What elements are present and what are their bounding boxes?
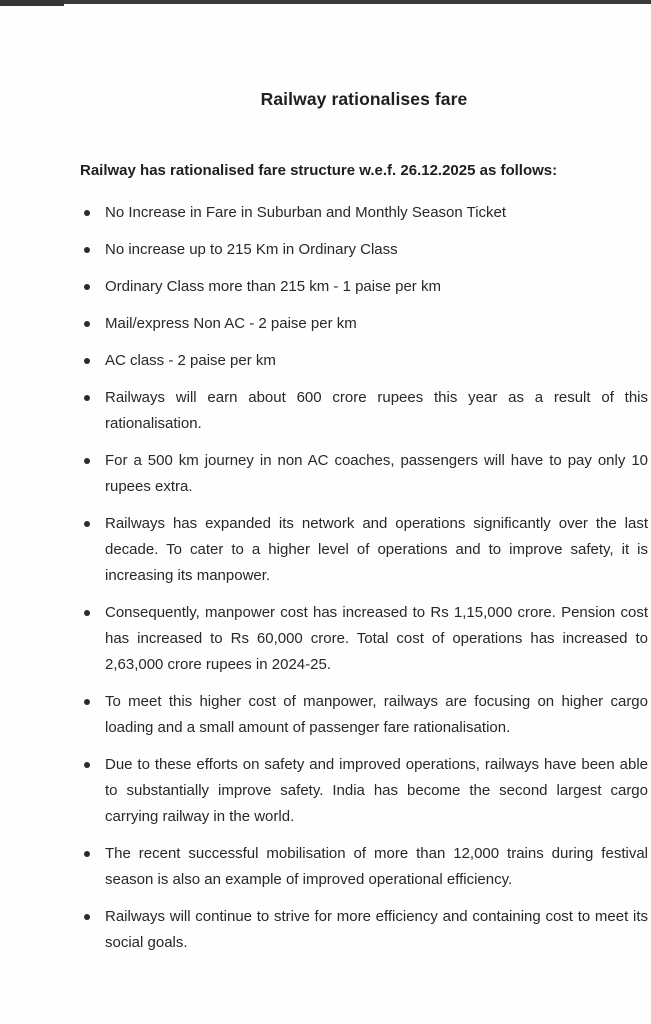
list-item — [80, 511, 648, 589]
bullet-icon — [84, 699, 90, 705]
list-item-text: Ordinary Class more than 215 km - 1 paise per km — [105, 278, 441, 295]
bullet-icon — [84, 762, 90, 768]
bullet-icon — [84, 914, 90, 920]
list-item — [80, 752, 648, 830]
bullet-list — [80, 200, 648, 956]
list-item-text: No increase up to 215 Km in Ordinary Class — [105, 241, 398, 258]
list-item-text: To meet this higher cost of manpower, railways are focusing on higher cargo loading and a small amount of passenger fare rationalisation. — [105, 693, 648, 736]
bullet-icon — [84, 521, 90, 527]
page-title: Railway rationalises fare — [260, 89, 468, 109]
scan-artifact-top-left — [0, 0, 64, 6]
list-item-text: Due to these efforts on safety and improved operations, railways have been able to substantially improve safety. India has become the second largest cargo carrying railway in the world. — [105, 756, 648, 825]
list-item — [80, 274, 648, 300]
list-item — [80, 448, 648, 500]
list-item — [80, 385, 648, 437]
list-item-text: Railways will continue to strive for more efficiency and containing cost to meet its social goals. — [105, 908, 648, 951]
bullet-icon — [84, 321, 90, 327]
list-item — [80, 200, 648, 226]
bullet-icon — [84, 458, 90, 464]
list-item-text: No Increase in Fare in Suburban and Monthly Season Ticket — [105, 204, 507, 221]
list-item-text: Railways will earn about 600 crore rupees this year as a result of this rationalisation. — [105, 389, 648, 432]
bullet-icon — [84, 210, 90, 216]
list-item-text: Consequently, manpower cost has increased to Rs 1,15,000 crore. Pension cost has increased to Rs 60,000 crore. Total cost of operations has increased to 2,63,000 crore rupees in 2024-25. — [105, 604, 648, 673]
list-item — [80, 348, 648, 374]
bullet-icon — [84, 358, 90, 364]
list-item — [80, 841, 648, 893]
document-heading: Railway has rationalised fare structure w.e.f. 26.12.2025 as follows: — [80, 162, 558, 179]
list-item — [80, 600, 648, 678]
bullet-icon — [84, 851, 90, 857]
list-item — [80, 689, 648, 741]
list-item — [80, 237, 648, 263]
list-item-text: Mail/express Non AC - 2 paise per km — [105, 315, 357, 332]
document-content — [80, 0, 648, 967]
list-item — [80, 904, 648, 956]
bullet-icon — [84, 284, 90, 290]
list-item-text: For a 500 km journey in non AC coaches, passengers will have to pay only 10 rupees extra. — [105, 452, 648, 495]
list-item-text: Railways has expanded its network and operations significantly over the last decade. To cater to a higher level of operations and to improve safety, it is increasing its manpower. — [105, 515, 648, 584]
bullet-icon — [84, 395, 90, 401]
list-item — [80, 311, 648, 337]
bullet-icon — [84, 610, 90, 616]
bullet-icon — [84, 247, 90, 253]
list-item-text: The recent successful mobilisation of more than 12,000 trains during festival season is also an example of improved operational efficiency. — [105, 845, 648, 888]
list-item-text: AC class - 2 paise per km — [105, 352, 276, 369]
